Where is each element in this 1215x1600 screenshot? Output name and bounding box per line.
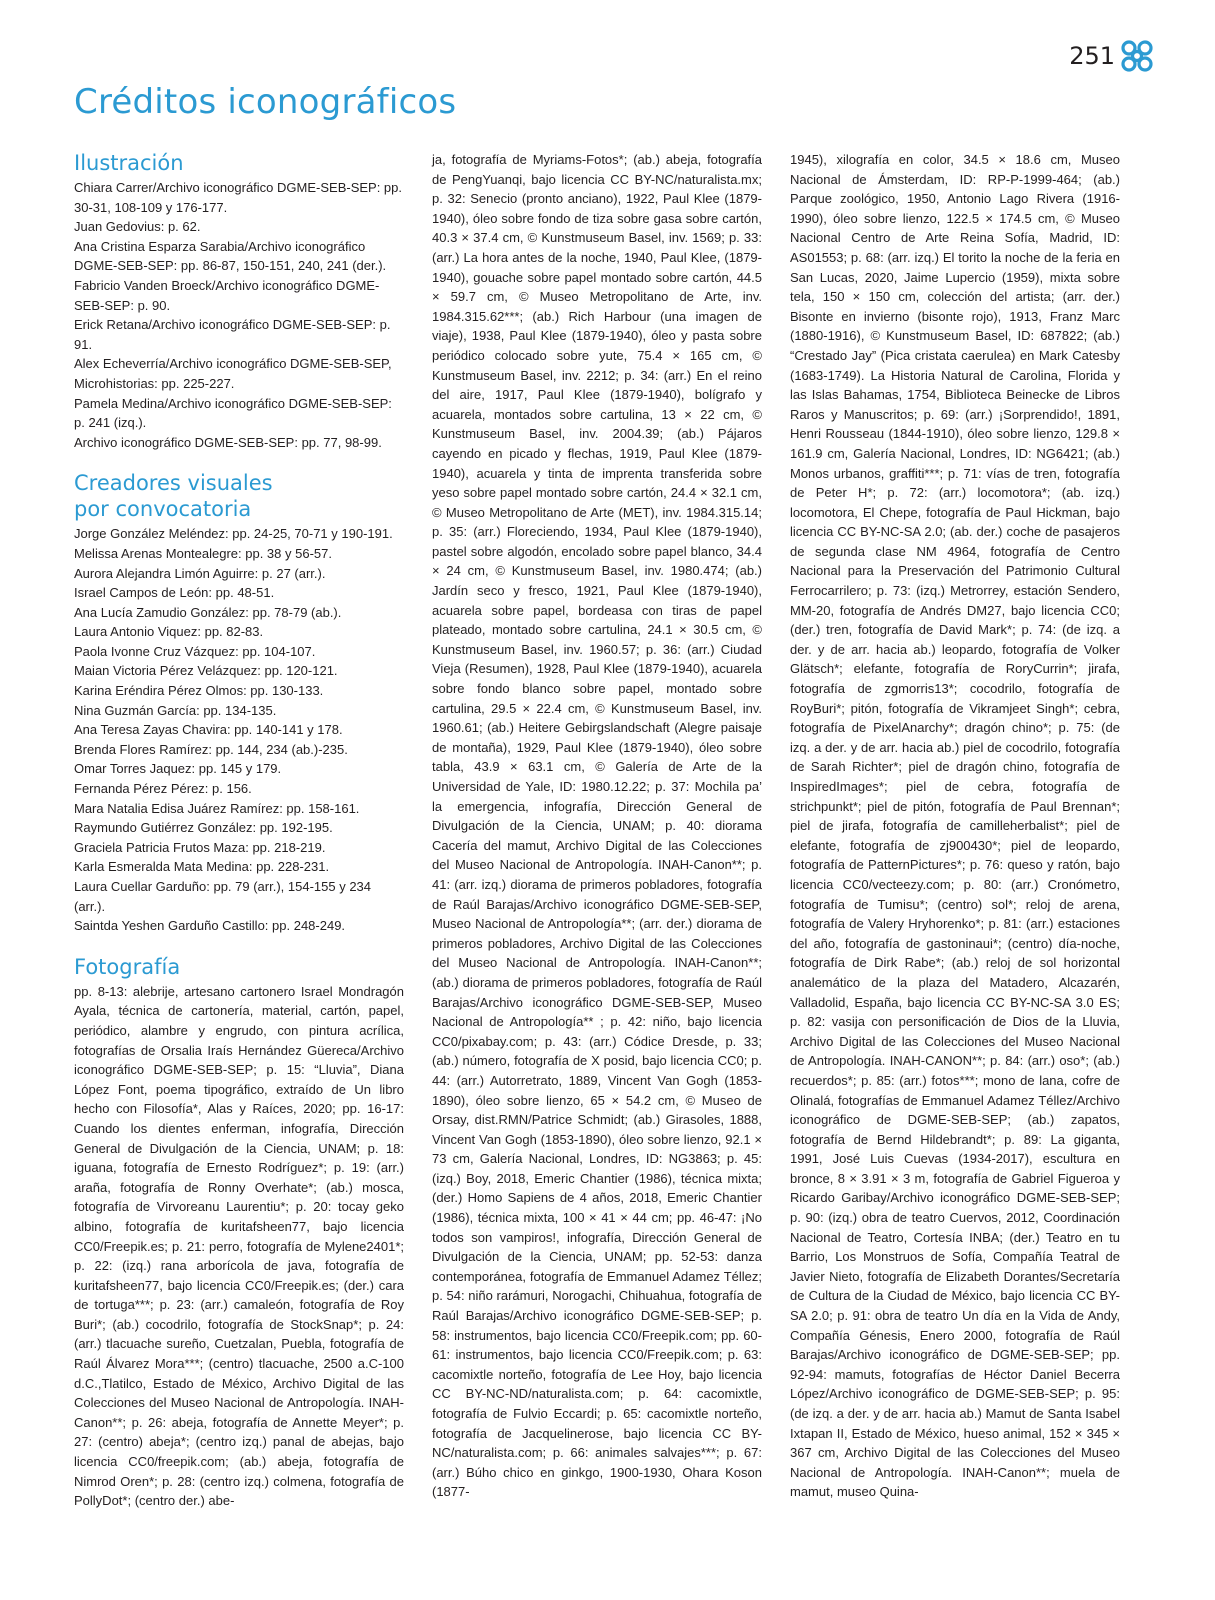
section-heading-ilustracion: Ilustración (74, 151, 184, 175)
credit-entry: Fernanda Pérez Pérez: p. 156. (74, 781, 252, 797)
credit-entry: Saintda Yeshen Garduño Castillo: pp. 248-249. (74, 918, 346, 934)
credit-entry: Ana Cristina Esparza Sarabia/Archivo iconográfico DGME-SEB-SEP: pp. 86-87, 150-151, 240, 241 (der.). (74, 238, 387, 274)
credit-entry: Juan Gedovius: p. 62. (74, 219, 201, 235)
heading-line-1: Creadores visuales (74, 471, 273, 496)
credit-entry: Israel Campos de León: pp. 48-51. (74, 585, 275, 601)
page-number: 251 (1069, 42, 1115, 70)
fotografia-credits-part-2: ja, fotografía de Myriams-Fotos*; (ab.) abeja, fotografía de PengYuanqi, bajo licencia CC BY-NC/naturalista.mx; p. 32: Senecio (pronto anciano), 1922, Paul Klee (1879-1940), óleo sobre fondo de tiza sobre gasa sobre cartón, 40.3 × 37.4 cm, © Kunstmuseum Basel, inv. 1569; p. 33: (arr.) La hora antes de la noche, 1940, Paul Klee, (1879-1940), gouache sobre papel montado sobre cartón, 44.5 × 59.7 cm, © Museo Metropolitano de Arte, inv. 1984.315.62***; (ab.) Rich Harbour (una imagen de viaje), 1938, Paul Klee (1879-1940), óleo y pasta sobre periódico colocado sobre yute, 75.4 × 165 cm, © Kunstmuseum Basel, inv. 2212; p. 34: (arr.) En el reino del aire, 1917, Paul Klee (1879-1940), bolígrafo y acuarela, montados sobre cartulina, 13 × 22 cm, © Kunstmuseum Basel, inv. 2004.39; (ab.) Pájaros cayendo en picado y flechas, 1919, Paul Klee (1879-1940), acuarela y tinta de imprenta transferida sobre yeso sobre papel montado sobre cartón, 24.4 × 32.1 cm, © Museo Metropolitano de Arte (MET), inv. 1984.315.14; p. 35: (arr.) Floreciendo, 1934, Paul Klee (1879-1940), pastel sobre algodón, encolado sobre papel blanco, 34.4 × 24 cm, © Kunstmuseum Basel, inv. 1980.474; (ab.) Jardín seco y fresco, 1921, Paul Klee (1879-1940), acuarela sobre papel, bordeasa con tiras de papel plateado, montado sobre cartulina, 24.1 × 30.5 cm, © Kunstmuseum Basel, inv. 1960.57; p. 36: (arr.) Ciudad Vieja (Resumen), 1928, Paul Klee (1879-1940), acuarela sobre fondo blanco sobre papel, montado sobre cartulina, 29.5 × 22.4 cm, © Kunstmuseum Basel, inv. 1960.61; (ab.) Heitere Gebirgslandschaft (Alegre paisaje de montaña), 1929, Paul Klee (1879-1940), óleo sobre tabla, 43.9 × 63.1 cm, © Galería de Arte de la Universidad de Yale, ID: 1980.12.22; p. 37: Mochila pa’ la emergencia, infografía, Dirección General de Divulgación de la Ciencia, UNAM; p. 40: diorama Cacería del mamut, Archivo Digital de las Colecciones del Museo Nacional de Antropología. INAH-Canon**; p. 41: (arr. izq.) diorama de primeros pobladores, fotografía de Raúl Barajas/Archivo iconográfico DGME-SEB-SEP, Museo Nacional de Antropología**; (arr. der.) diorama de primeros pobladores, Archivo Digital de las Colecciones del Museo Nacional de Antropología. INAH-Canon**; (ab.) diorama de primeros pobladores, fotografía de Raúl Barajas/Archivo iconográfico DGME-SEB-SEP, Museo Nacional de Antropología** ; p. 42: niño, bajo licencia CC0/pixabay.com; p. 43: (arr.) Códice Dresde, p. 33; (ab.) número, fotografía de X posid, bajo licencia CC0; p. 44: (arr.) Autorretrato, 1889, Vincent Van Gogh (1853-1890), óleo sobre lienzo, 65 × 54.2 cm, © Museo de Orsay, dist.RMN/Patrice Schmidt; (ab.) Girasoles, 1888, Vincent Van Gogh (1853-1890), óleo sobre lienzo, 92.1 × 73 cm, Galería Nacional, Londres, ID: NG3863; p. 45: (izq.) Boy, 2018, Emeric Chantier (1986), técnica mixta; (der.) Homo Sapiens de 4 años, 2018, Emeric Chantier (1986), técnica mixta, 100 × 41 × 44 cm; pp. 46-47: ¡No todos son vampiros!, infografía, Dirección General de Divulgación de la Ciencia, UNAM; pp. 52-53: danza contemporánea, fotografía de Emmanuel Adamez Téllez; p. 54: niño rarámuri, Norogachi, Chihuahua, fotografía de Raúl Barajas/Archivo iconográfico DGME-SEB-SEP; p. 58: instrumentos, bajo licencia CC0/Freepik.com; pp. 60-61: instrumentos, bajo licencia CC0/Freepik.com; p. 63: cacomixtle norteño, fotografía de Lee Hoy, bajo licencia CC BY-NC-ND/naturalista.com; p. 64: cacomixtle, fotografía de Fulvio Eccardi; p. 65: cacomixtle norteño, fotografía de Jacquelinerose, bajo licencia CC BY-NC/naturalista.com; p. 66: animales salvajes***; p. 67: (arr.) Búho chico en ginkgo, 1900-1930, Ohara Koson (1877- (432, 152, 762, 1500)
credit-entry: Graciela Patricia Frutos Maza: pp. 218-219. (74, 839, 326, 855)
section-heading-fotografia: Fotografía (74, 954, 181, 979)
credit-entry: Omar Torres Jaquez: pp. 145 y 179. (74, 761, 282, 777)
credit-entry: Paola Ivonne Cruz Vázquez: pp. 104-107. (74, 643, 316, 659)
credit-entry: Nina Guzmán García: pp. 134-135. (74, 702, 277, 718)
credit-entry: Melissa Arenas Montealegre: pp. 38 y 56-57. (74, 545, 332, 561)
credit-entry: Alex Echeverría/Archivo iconográfico DGME-SEB-SEP, Microhistorias: pp. 225-227. (74, 356, 392, 391)
credit-entry: Brenda Flores Ramírez: pp. 144, 234 (ab.)-235. (74, 741, 348, 757)
credit-entry: Laura Cuellar Garduño: pp. 79 (arr.), 154-155 y 234 (arr.). (74, 879, 372, 914)
credit-entry: Karla Esmeralda Mata Medina: pp. 228-231. (74, 859, 330, 875)
credit-entry: Aurora Alejandra Limón Aguirre: p. 27 (arr.). (74, 565, 326, 581)
column-1 (74, 150, 404, 1511)
credit-entry: Pamela Medina/Archivo iconográfico DGME-SEB-SEP: p. 241 (izq.). (74, 395, 392, 431)
credit-entry: Maian Victoria Pérez Velázquez: pp. 120-121. (74, 663, 338, 679)
column-3 (790, 150, 1120, 1502)
credit-entry: Karina Eréndira Pérez Olmos: pp. 130-133. (74, 683, 324, 699)
credit-entry: Fabricio Vanden Broeck/Archivo iconográfico DGME-SEB-SEP: p. 90. (74, 277, 380, 313)
column-2 (432, 150, 762, 1502)
knot-ornament-icon (1119, 38, 1155, 74)
heading-line-2: por convocatoria (74, 497, 252, 522)
fotografia-credits-part-1: pp. 8-13: alebrije, artesano cartonero Israel Mondragón Ayala, técnica de cartonería, material, cartón, papel, periódico, alambre y engrudo, con pintura acrílica, fotografías de Orsalia Iraís Hernández Güereca/Archivo iconográfico DGME-SEB-SEP; p. 15: “Lluvia”, Diana López Font, poema tipográfico, extraído de Un libro hecho con Filosofía*, Alas y Raíces, 2020; pp. 16-17: Cuando los dientes enferman, infografía, Dirección General de Divulgación de la Ciencia, UNAM; p. 18: iguana, fotografía de Ernesto Rodríguez*; p. 19: (arr.) araña, fotografía de Ronny Overhate*; (ab.) mosca, fotografía de Virvoreanu Laurentiu*; p. 20: tocay geko albino, fotografía de kuritafsheen77, bajo licencia CC0/Freepik.es; p. 21: perro, fotografía de Mylene2401*; p. 22: (izq.) rana arborícola de java, fotografía de kuritafsheen77, bajo licencia CC0/Freepik.es; (der.) cara de tortuga***; p. 23: (arr.) camaleón, fotografía de Roy Buri*; (ab.) cocodrilo, fotografía de StockSnap*; p. 24: (arr.) tlacuache sureño, Cuetzalan, Puebla, fotografía de Raúl Álvarez Mora***; (centro) tlacuache, 2500 a.C-100 d.C.,Tlatilco, Estado de México, Archivo Digital de las Colecciones del Museo Nacional de Antropología. INAH-Canon**; p. 26: abeja, fotografía de Annette Meyer*; p. 27: (centro) abeja*; (centro izq.) panal de abejas, bajo licencia CC0/freepik.com; (ab.) abeja, fotografía de Nimrod Oren*; p. 28: (centro izq.) colmena, fotografía de PollyDot*; (centro der.) abe- (74, 983, 404, 1509)
credit-entry: Laura Antonio Viquez: pp. 82-83. (74, 624, 264, 640)
page-title: Créditos iconográficos (74, 82, 457, 122)
section-heading-creadores (74, 470, 404, 522)
credit-entry: Raymundo Gutiérrez González: pp. 192-195. (74, 820, 333, 836)
credit-entry: Archivo iconográfico DGME-SEB-SEP: pp. 77, 98-99. (74, 434, 382, 450)
credit-entry: Ana Lucía Zamudio González: pp. 78-79 (ab.). (74, 604, 342, 620)
credit-entry: Jorge González Meléndez: pp. 24-25, 70-71 y 190-191. (74, 526, 393, 542)
credit-entry: Erick Retana/Archivo iconográfico DGME-SEB-SEP: p. 91. (74, 317, 391, 352)
credit-entry: Ana Teresa Zayas Chavira: pp. 140-141 y 178. (74, 722, 343, 738)
fotografia-credits-part-3: 1945), xilografía en color, 34.5 × 18.6 cm, Museo Nacional de Ámsterdam, ID: RP-P-1999-464; (ab.) Parque zoológico, 1950, Antonio Lago Rivera (1916-1990), óleo sobre lienzo, 122.5 × 174.5 cm, © Museo Nacional Centro de Arte Reina Sofía, Madrid, ID: AS01553; p. 68: (arr. izq.) El torito la noche de la feria en San Lucas, 2020, Jaime Lupercio (1959), mixta sobre tela, 150 × 150 cm, colección del artista; (arr. der.) Bisonte en invierno (bisonte rojo), 1913, Franz Marc (1880-1916), © Kunstmuseum Basel, ID: 687822; (ab.) “Crestado Jay” (Pica cristata caerulea) en Mark Catesby (1683-1749). La Historia Natural de Carolina, Florida y las Islas Bahamas, 1754, Biblioteca Beinecke de Libros Raros y Manuscritos; p. 69: (arr.) ¡Sorprendido!, 1891, Henri Rousseau (1844-1910), óleo sobre lienzo, 129.8 × 161.9 cm, Galería Nacional, Londres, ID: NG6421; (ab.) Monos urbanos, graffiti***; p. 71: vías de tren, fotografía de Peter H*; p. 72: (arr.) locomotora*; (ab. izq.) locomotora, El Chepe, fotografía de Paul Hickman, bajo licencia CC BY-NC-SA 2.0; (ab. der.) coche de pasajeros de segunda clase NM 4964, fotografía de Centro Nacional para la Preservación del Patrimonio Cultural Ferrocarrilero; p. 73: (izq.) Metrorrey, estación Sendero, MM-20, fotografía de Andrés DM27, bajo licencia CC0; (der.) tren, fotografía de David Mark*; p. 74: (de izq. a der. y de arr. hacia ab.) leopardo, fotografía de Volker Glätsch*; elefante, fotografía de RoryCurrin*; jirafa, fotografía de zgmorris13*; cocodrilo, fotografía de RoyBuri*; pitón, fotografía de Vikramjeet Singh*; cebra, fotografía de PixelAnarchy*; dragón chino*; p. 75: (de izq. a der. y de arr. hacia ab.) piel de cocodrilo, fotografía de Sarah Richter*; piel de dragón chino, fotografía de InspiredImages*; piel de cebra, fotografía de strichpunkt*; piel de pitón, fotografía de Paul Brennan*; piel de jirafa, fotografía de camilleherbalist*; piel de elefante, fotografía de zj900430*; piel de leopardo, fotografía de PatternPictures*; p. 76: queso y ratón, bajo licencia CC0/vecteezy.com; p. 80: (arr.) Cronómetro, fotografía de Tumisu*; (centro) sol*; reloj de arena, fotografía de Valery Hryhorenko*; p. 81: (arr.) estaciones del año, fotografía de gastoninaui*; (centro) día-noche, fotografía de Dirk Rabe*; (ab.) reloj de sol horizontal analemático de la plaza del Matadero, Alcazarén, Valladolid, España, bajo licencia CC BY-NC-SA 3.0 ES; p. 82: vasija con personificación de Dios de la Lluvia, Archivo Digital de las Colecciones del Museo Nacional de Antropología. INAH-CANON**; p. 84: (arr.) oso*; (ab.) recuerdos*; p. 85: (arr.) fotos***; mono de lana, cofre de Olinalá, fotografías de Emmanuel Adamez Téllez/Archivo iconográfico de DGME-SEB-SEP; (ab.) zapatos, fotografía de Bernd Hildebrandt*; p. 89: La giganta, 1991, José Luis Cuevas (1934-2017), escultura en bronce, 8 × 3.91 × 3 m, fotografía de Gabriel Figueroa y Ricardo Garibay/Archivo iconográfico DGME-SEB-SEP; p. 90: (izq.) obra de teatro Cuervos, 2012, Coordinación Nacional de Teatro, Cortesía INBA; (der.) Teatro en tu Barrio, Los Monstruos de Sofía, Compañía Teatral de Javier Nieto, fotografía de Elizabeth Dorantes/Secretaría de Cultura de la Ciudad de México, bajo licencia CC BY-SA 2.0; p. 91: obra de teatro Un día en la Vida de Andy, Compañía Génesis, Enero 2000, fotografía de Raúl Barajas/Archivo iconográfico de DGME-SEB-SEP; pp. 92-94: mamuts, fotografías de Héctor Daniel Becerra López/Archivo iconográfico de DGME-SEB-SEP; p. 95: (de izq. a der. y de arr. hacia ab.) Mamut de Santa Isabel Ixtapan II, Estado de México, hueso animal, 152 × 345 × 367 cm, Archivo Digital de las Colecciones del Museo Nacional de Antropología. INAH-Canon**; muela de mamut, museo Quina- (790, 152, 1120, 1500)
credit-entry: Mara Natalia Edisa Juárez Ramírez: pp. 158-161. (74, 800, 360, 816)
credit-entry: Chiara Carrer/Archivo iconográfico DGME-SEB-SEP: pp. 30-31, 108-109 y 176-177. (74, 180, 403, 215)
